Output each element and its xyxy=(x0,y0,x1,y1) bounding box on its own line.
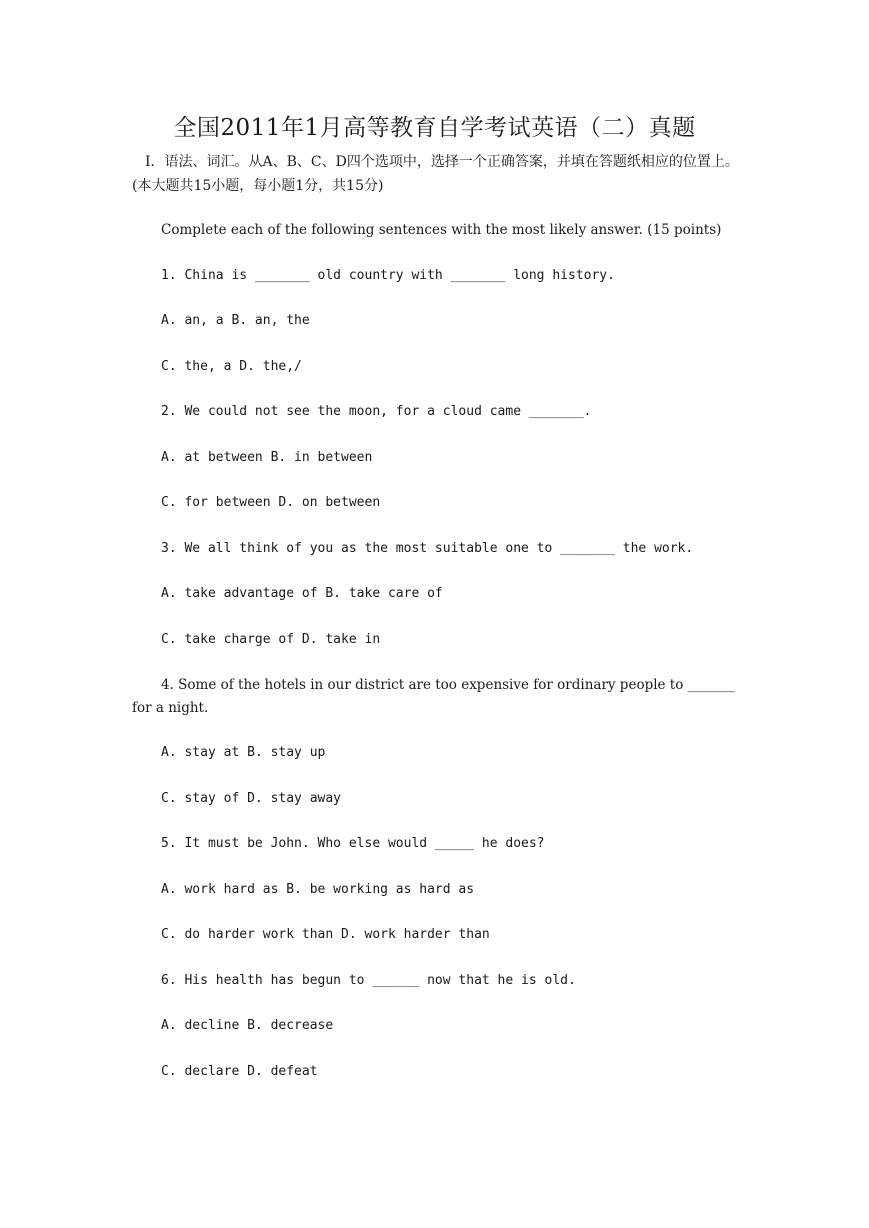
question-3-options-cd: C. take charge of D. take in xyxy=(161,632,381,647)
document-title: 全国2011年1月高等教育自学考试英语（二）真题 xyxy=(173,115,696,141)
question-1-options-ab: A. an, a B. an, the xyxy=(161,313,310,328)
question-5-options-cd: C. do harder work than D. work harder than xyxy=(161,927,490,942)
question-5-stem: 5. It must be John. Who else would _____ he does? xyxy=(161,836,545,851)
question-1-options-cd: C. the, a D. the,/ xyxy=(161,359,302,374)
question-6-options-cd: C. declare D. defeat xyxy=(161,1064,318,1079)
question-1-stem: 1. China is _______ old country with _______ long history. xyxy=(161,268,615,283)
question-2-options-ab: A. at between B. in between xyxy=(161,450,373,465)
instruction-text: Complete each of the following sentences with the most likely answer. (15 points) xyxy=(161,222,722,238)
question-4-options-cd: C. stay of D. stay away xyxy=(161,791,342,806)
question-2-stem: 2. We could not see the moon, for a cloud came _______. xyxy=(161,404,592,419)
question-3-options-ab: A. take advantage of B. take care of xyxy=(161,586,443,601)
question-4-stem: 4. Some of the hotels in our district are too expensive for ordinary people to _______ for a night. xyxy=(132,677,735,716)
question-4-options-ab: A. stay at B. stay up xyxy=(161,745,326,760)
question-2-options-cd: C. for between D. on between xyxy=(161,495,381,510)
question-6-options-ab: A. decline B. decrease xyxy=(161,1018,334,1033)
section-intro: I．语法、词汇。从A、B、C、D四个选项中，选择一个正确答案，并填在答题纸相应的位置上。(本大题共15小题，每小题1分，共15分) xyxy=(132,154,739,194)
question-3-stem: 3. We all think of you as the most suitable one to _______ the work. xyxy=(161,541,694,556)
question-5-options-ab: A. work hard as B. be working as hard as xyxy=(161,882,475,897)
question-6-stem: 6. His health has begun to ______ now that he is old. xyxy=(161,973,576,988)
